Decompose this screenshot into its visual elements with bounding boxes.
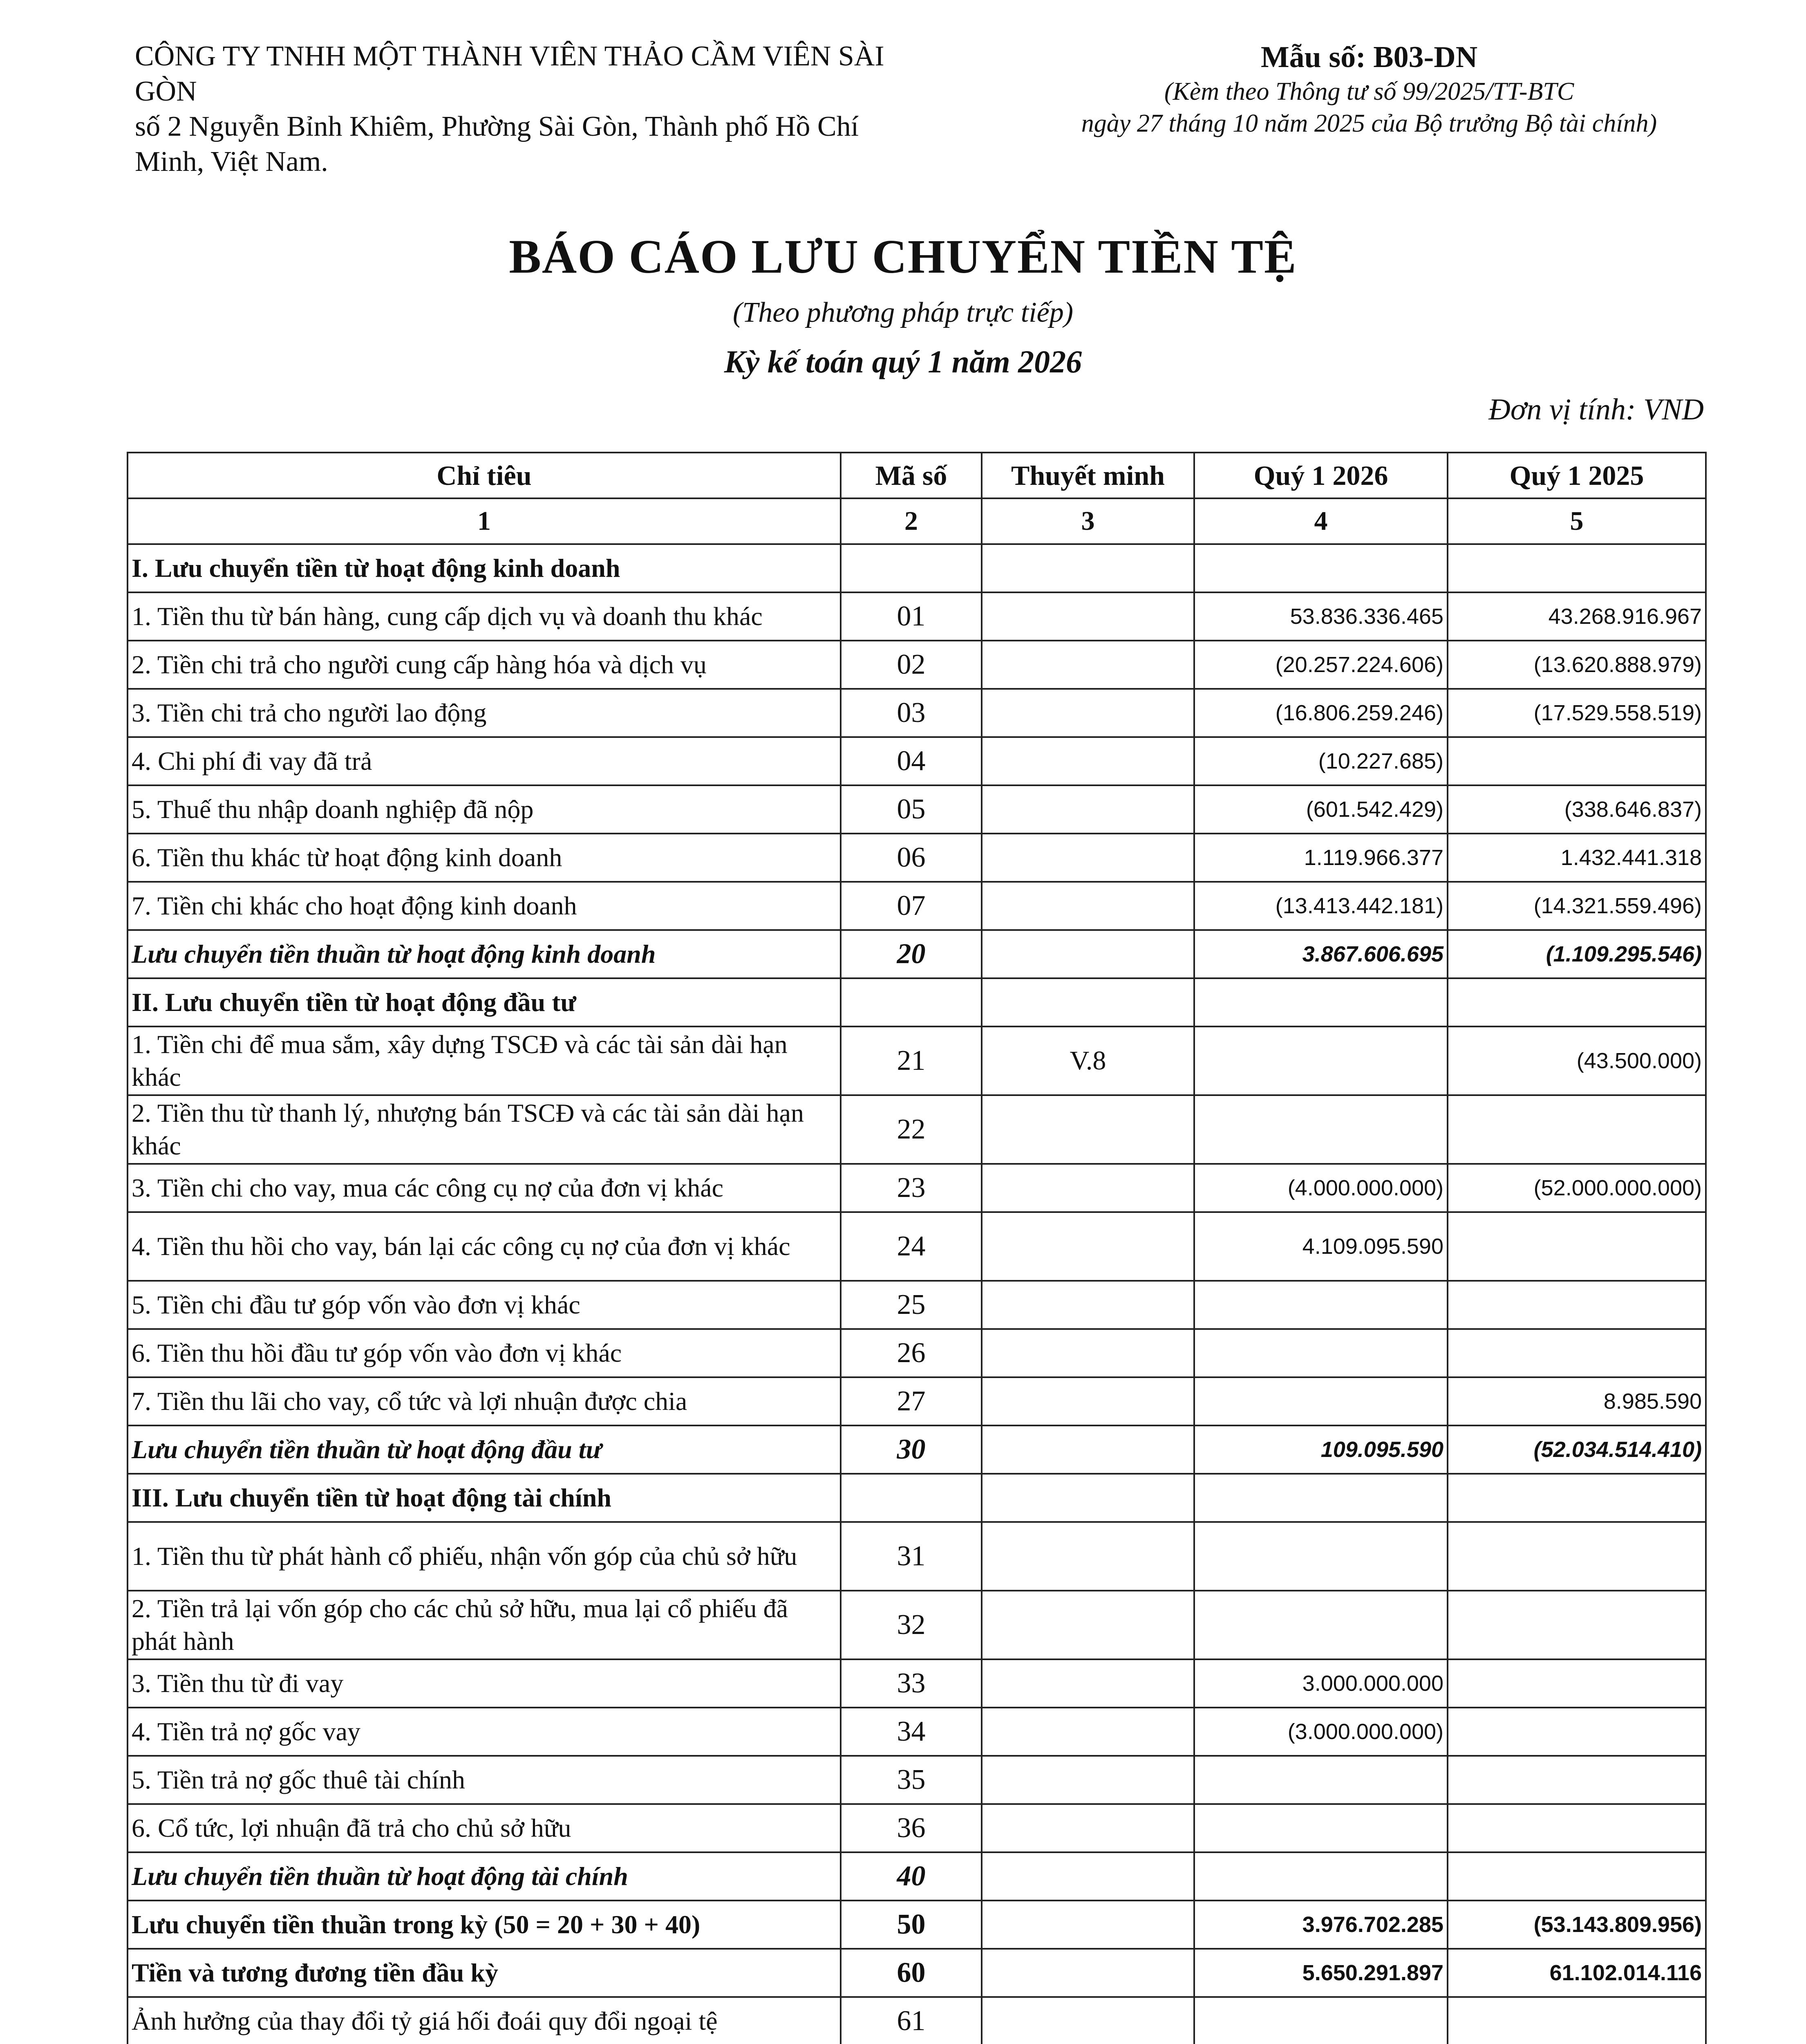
row-code: 50 — [841, 1901, 982, 1949]
row-note — [982, 1997, 1194, 2044]
form-note-line1: (Kèm theo Thông tư số 99/2025/TT-BTC — [1164, 78, 1574, 105]
row-value-q1-2026: 3.976.702.285 — [1194, 1901, 1448, 1949]
row-code: 26 — [841, 1329, 982, 1377]
form-number: Mẫu số: B03-DN — [1260, 40, 1478, 74]
table-row — [128, 1804, 1706, 1852]
row-code: 04 — [841, 737, 982, 785]
row-note — [982, 1804, 1194, 1852]
row-indicator: 2. Tiền thu từ thanh lý, nhượng bán TSCĐ và các tài sản dài hạn khác — [128, 1095, 841, 1164]
row-value-q1-2026 — [1194, 1026, 1448, 1095]
header-note: Thuyết minh — [982, 453, 1194, 498]
row-code: 25 — [841, 1281, 982, 1329]
row-value-q1-2025: (52.034.514.410) — [1448, 1425, 1706, 1474]
row-note — [982, 834, 1194, 882]
table-row — [128, 1659, 1706, 1708]
report-period: Kỳ kế toán quý 1 năm 2026 — [724, 344, 1082, 379]
form-reference — [1022, 39, 1716, 139]
row-indicator: 7. Tiền thu lãi cho vay, cổ tức và lợi nhuận được chia — [128, 1377, 841, 1425]
company-info — [135, 39, 1034, 179]
row-value-q1-2026: (10.227.685) — [1194, 737, 1448, 785]
row-value-q1-2026: (3.000.000.000) — [1194, 1708, 1448, 1756]
row-value-q1-2025 — [1448, 1329, 1706, 1377]
table-row — [128, 1212, 1706, 1281]
row-note: V.8 — [982, 1026, 1194, 1095]
table-row — [128, 1852, 1706, 1901]
row-code: 02 — [841, 641, 982, 689]
table-body — [128, 544, 1706, 2044]
row-value-q1-2026: (20.257.224.606) — [1194, 641, 1448, 689]
row-indicator: II. Lưu chuyển tiền từ hoạt động đầu tư — [128, 978, 841, 1026]
row-code: 33 — [841, 1659, 982, 1708]
row-note — [982, 882, 1194, 930]
row-indicator: 1. Tiền thu từ phát hành cổ phiếu, nhận vốn góp của chủ sở hữu — [128, 1522, 841, 1591]
row-indicator: 5. Tiền chi đầu tư góp vốn vào đơn vị khác — [128, 1281, 841, 1329]
row-note — [982, 1708, 1194, 1756]
row-code — [841, 544, 982, 592]
row-indicator: 6. Tiền thu hồi đầu tư góp vốn vào đơn vị khác — [128, 1329, 841, 1377]
row-code: 40 — [841, 1852, 982, 1901]
row-value-q1-2025: 61.102.014.116 — [1448, 1949, 1706, 1997]
row-indicator: 5. Thuế thu nhập doanh nghiệp đã nộp — [128, 785, 841, 834]
row-value-q1-2026: (601.542.429) — [1194, 785, 1448, 834]
table-row — [128, 592, 1706, 641]
row-value-q1-2026 — [1194, 1804, 1448, 1852]
row-indicator: 3. Tiền chi trả cho người lao động — [128, 689, 841, 737]
table-row — [128, 1281, 1706, 1329]
row-value-q1-2025: (17.529.558.519) — [1448, 689, 1706, 737]
row-note — [982, 1329, 1194, 1377]
currency-unit: Đơn vị tính: VND — [1488, 393, 1704, 426]
row-indicator: 7. Tiền chi khác cho hoạt động kinh doanh — [128, 882, 841, 930]
row-note — [982, 544, 1194, 592]
table-row — [128, 1708, 1706, 1756]
company-address-line1: số 2 Nguyễn Bỉnh Khiêm, Phường Sài Gòn, Thành phố Hồ Chí — [135, 111, 859, 142]
form-note-line2: ngày 27 tháng 10 năm 2025 của Bộ trưởng Bộ tài chính) — [1081, 110, 1657, 137]
row-indicator: 5. Tiền trả nợ gốc thuê tài chính — [128, 1756, 841, 1804]
row-code: 31 — [841, 1522, 982, 1591]
row-indicator: 2. Tiền trả lại vốn góp cho các chủ sở hữu, mua lại cổ phiếu đã phát hành — [128, 1591, 841, 1659]
row-value-q1-2026 — [1194, 1474, 1448, 1522]
row-note — [982, 1212, 1194, 1281]
row-value-q1-2025: 43.268.916.967 — [1448, 592, 1706, 641]
row-code: 01 — [841, 592, 982, 641]
row-note — [982, 1591, 1194, 1659]
row-value-q1-2026: 5.650.291.897 — [1194, 1949, 1448, 1997]
row-indicator: 1. Tiền chi để mua sắm, xây dựng TSCĐ và các tài sản dài hạn khác — [128, 1026, 841, 1095]
header-q1-2025: Quý 1 2025 — [1448, 453, 1706, 498]
row-value-q1-2025 — [1448, 544, 1706, 592]
row-value-q1-2025 — [1448, 1474, 1706, 1522]
row-indicator: 1. Tiền thu từ bán hàng, cung cấp dịch vụ và doanh thu khác — [128, 592, 841, 641]
row-value-q1-2026 — [1194, 1852, 1448, 1901]
row-value-q1-2025 — [1448, 1281, 1706, 1329]
row-value-q1-2026: (13.413.442.181) — [1194, 882, 1448, 930]
cash-flow-table — [127, 452, 1707, 2044]
row-indicator: 6. Cổ tức, lợi nhuận đã trả cho chủ sở hữu — [128, 1804, 841, 1852]
row-note — [982, 1474, 1194, 1522]
row-indicator: Lưu chuyển tiền thuần trong kỳ (50 = 20 + 30 + 40) — [128, 1901, 841, 1949]
row-code: 05 — [841, 785, 982, 834]
row-value-q1-2025: (1.109.295.546) — [1448, 930, 1706, 978]
row-value-q1-2026 — [1194, 1756, 1448, 1804]
header-q1-2026: Quý 1 2026 — [1194, 453, 1448, 498]
table-row — [128, 1474, 1706, 1522]
row-indicator: 3. Tiền thu từ đi vay — [128, 1659, 841, 1708]
row-code: 20 — [841, 930, 982, 978]
row-value-q1-2025 — [1448, 1804, 1706, 1852]
table-row — [128, 1901, 1706, 1949]
row-value-q1-2026 — [1194, 1522, 1448, 1591]
row-value-q1-2026: (4.000.000.000) — [1194, 1164, 1448, 1212]
row-value-q1-2026: 1.119.966.377 — [1194, 834, 1448, 882]
table-row — [128, 882, 1706, 930]
row-indicator: Lưu chuyển tiền thuần từ hoạt động đầu tư — [128, 1425, 841, 1474]
row-indicator: 4. Tiền trả nợ gốc vay — [128, 1708, 841, 1756]
row-value-q1-2026: (16.806.259.246) — [1194, 689, 1448, 737]
col-number-4: 4 — [1194, 498, 1448, 544]
table-row — [128, 1949, 1706, 1997]
row-indicator: I. Lưu chuyển tiền từ hoạt động kinh doanh — [128, 544, 841, 592]
row-value-q1-2025 — [1448, 1591, 1706, 1659]
row-value-q1-2026 — [1194, 1997, 1448, 2044]
row-value-q1-2026: 109.095.590 — [1194, 1425, 1448, 1474]
row-code: 27 — [841, 1377, 982, 1425]
row-indicator: 2. Tiền chi trả cho người cung cấp hàng hóa và dịch vụ — [128, 641, 841, 689]
row-code: 61 — [841, 1997, 982, 2044]
table-row — [128, 930, 1706, 978]
row-code: 07 — [841, 882, 982, 930]
table-row — [128, 1164, 1706, 1212]
row-code — [841, 1474, 982, 1522]
row-value-q1-2026: 4.109.095.590 — [1194, 1212, 1448, 1281]
row-value-q1-2026: 3.000.000.000 — [1194, 1659, 1448, 1708]
row-code: 34 — [841, 1708, 982, 1756]
row-note — [982, 1522, 1194, 1591]
table-row — [128, 1377, 1706, 1425]
row-note — [982, 1756, 1194, 1804]
row-value-q1-2025: (52.000.000.000) — [1448, 1164, 1706, 1212]
row-code: 35 — [841, 1756, 982, 1804]
table-row — [128, 1329, 1706, 1377]
row-code: 06 — [841, 834, 982, 882]
row-value-q1-2025: (14.321.559.496) — [1448, 882, 1706, 930]
row-value-q1-2026 — [1194, 1095, 1448, 1164]
row-note — [982, 1852, 1194, 1901]
row-value-q1-2026: 3.867.606.695 — [1194, 930, 1448, 978]
row-value-q1-2025 — [1448, 1997, 1706, 2044]
row-value-q1-2025 — [1448, 1095, 1706, 1164]
row-code: 22 — [841, 1095, 982, 1164]
row-indicator: III. Lưu chuyển tiền từ hoạt động tài chính — [128, 1474, 841, 1522]
col-number-1: 1 — [128, 498, 841, 544]
table-row — [128, 1425, 1706, 1474]
row-note — [982, 737, 1194, 785]
row-value-q1-2026 — [1194, 1377, 1448, 1425]
row-code: 03 — [841, 689, 982, 737]
table-row — [128, 1756, 1706, 1804]
table-row — [128, 1026, 1706, 1095]
row-code: 60 — [841, 1949, 982, 1997]
row-code: 36 — [841, 1804, 982, 1852]
table-row — [128, 689, 1706, 737]
col-number-3: 3 — [982, 498, 1194, 544]
row-note — [982, 1949, 1194, 1997]
row-note — [982, 641, 1194, 689]
row-indicator: Tiền và tương đương tiền đầu kỳ — [128, 1949, 841, 1997]
row-note — [982, 592, 1194, 641]
table-row — [128, 978, 1706, 1026]
row-code: 32 — [841, 1591, 982, 1659]
row-value-q1-2026 — [1194, 978, 1448, 1026]
row-note — [982, 1425, 1194, 1474]
company-name-line2: GÒN — [135, 76, 197, 107]
row-note — [982, 930, 1194, 978]
table-row — [128, 785, 1706, 834]
row-note — [982, 1901, 1194, 1949]
table-row — [128, 641, 1706, 689]
row-value-q1-2025 — [1448, 978, 1706, 1026]
row-code: 30 — [841, 1425, 982, 1474]
row-code — [841, 978, 982, 1026]
company-address-line2: Minh, Việt Nam. — [135, 146, 328, 177]
row-code: 23 — [841, 1164, 982, 1212]
column-number-row — [128, 498, 1706, 544]
report-method: (Theo phương pháp trực tiếp) — [732, 297, 1074, 328]
col-number-2: 2 — [841, 498, 982, 544]
row-indicator: 4. Tiền thu hồi cho vay, bán lại các công cụ nợ của đơn vị khác — [128, 1212, 841, 1281]
row-value-q1-2025: (53.143.809.956) — [1448, 1901, 1706, 1949]
row-value-q1-2025 — [1448, 737, 1706, 785]
row-note — [982, 1164, 1194, 1212]
row-note — [982, 1281, 1194, 1329]
row-value-q1-2025 — [1448, 1659, 1706, 1708]
row-note — [982, 1659, 1194, 1708]
row-indicator: Lưu chuyển tiền thuần từ hoạt động tài chính — [128, 1852, 841, 1901]
row-value-q1-2026 — [1194, 1591, 1448, 1659]
table-header-row — [128, 453, 1706, 498]
row-value-q1-2025: (13.620.888.979) — [1448, 641, 1706, 689]
row-value-q1-2025: (43.500.000) — [1448, 1026, 1706, 1095]
row-value-q1-2025 — [1448, 1212, 1706, 1281]
row-note — [982, 978, 1194, 1026]
row-indicator: 6. Tiền thu khác từ hoạt động kinh doanh — [128, 834, 841, 882]
table-row — [128, 1591, 1706, 1659]
row-value-q1-2025 — [1448, 1708, 1706, 1756]
row-note — [982, 1095, 1194, 1164]
row-value-q1-2026 — [1194, 1329, 1448, 1377]
row-value-q1-2026 — [1194, 1281, 1448, 1329]
row-value-q1-2025: 1.432.441.318 — [1448, 834, 1706, 882]
col-number-5: 5 — [1448, 498, 1706, 544]
row-value-q1-2025 — [1448, 1756, 1706, 1804]
row-indicator: Ảnh hưởng của thay đổi tỷ giá hối đoái quy đổi ngoại tệ — [128, 1997, 841, 2044]
table-row — [128, 1095, 1706, 1164]
table-row — [128, 1997, 1706, 2044]
company-name-line1: CÔNG TY TNHH MỘT THÀNH VIÊN THẢO CẦM VIÊN SÀI — [135, 40, 884, 72]
table-row — [128, 834, 1706, 882]
table-row — [128, 544, 1706, 592]
row-value-q1-2026 — [1194, 544, 1448, 592]
row-indicator: 4. Chi phí đi vay đã trả — [128, 737, 841, 785]
table-row — [128, 737, 1706, 785]
table-row — [128, 1522, 1706, 1591]
row-value-q1-2026: 53.836.336.465 — [1194, 592, 1448, 641]
row-value-q1-2025: 8.985.590 — [1448, 1377, 1706, 1425]
row-value-q1-2025 — [1448, 1522, 1706, 1591]
header-code: Mã số — [841, 453, 982, 498]
row-code: 21 — [841, 1026, 982, 1095]
row-value-q1-2025: (338.646.837) — [1448, 785, 1706, 834]
row-indicator: Lưu chuyển tiền thuần từ hoạt động kinh doanh — [128, 930, 841, 978]
row-note — [982, 1377, 1194, 1425]
row-note — [982, 689, 1194, 737]
row-indicator: 3. Tiền chi cho vay, mua các công cụ nợ của đơn vị khác — [128, 1164, 841, 1212]
row-value-q1-2025 — [1448, 1852, 1706, 1901]
report-title: BÁO CÁO LƯU CHUYỂN TIỀN TỆ — [509, 230, 1297, 283]
row-note — [982, 785, 1194, 834]
header-indicator: Chỉ tiêu — [128, 453, 841, 498]
row-code: 24 — [841, 1212, 982, 1281]
